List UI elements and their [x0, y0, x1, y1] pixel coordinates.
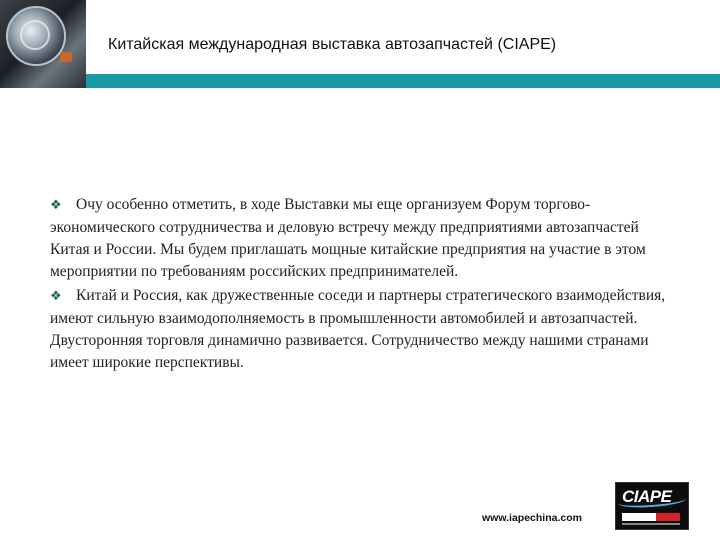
bullet-paragraph [50, 194, 670, 283]
logo-wordmark: CIAPE [622, 487, 672, 506]
bullet-paragraph [50, 285, 670, 374]
header-headlight-image [0, 0, 86, 88]
ciape-logo [615, 482, 689, 530]
bullet-diamond-icon: ❖ [50, 289, 62, 304]
bullet-diamond-icon: ❖ [50, 198, 62, 213]
footer-website-link[interactable]: www.iapechina.com [482, 512, 582, 524]
logo-red-strip [656, 513, 680, 521]
header-accent-bar [86, 74, 720, 88]
bullet-text: Очу особенно отметить, в ходе Выставки мы еще организуем Форум торгово-экономического сотрудничества и деловую встречу между предприятиями автозапчастей Китая и России. Мы будем приглашать мощные китайские предприятия на участие в этом мероприятии по требованиям российских предпринимателей. [50, 196, 646, 280]
headlight-ring [20, 20, 50, 50]
slide-title: Китайская международная выставка автозапчастей (CIAPE) [108, 36, 557, 53]
bullet-text: Китай и Россия, как дружественные соседи и партнеры стратегического взаимодействия, имеют сильную взаимодополняемость в промышленности автомобилей и автозапчастей. Двусторонняя торговля динамично развивается. Сотрудничество между нашими странами имеет широкие перспективы. [50, 287, 666, 371]
turn-signal-graphic [60, 52, 72, 62]
slide-content [50, 194, 670, 376]
logo-underline [622, 523, 680, 525]
